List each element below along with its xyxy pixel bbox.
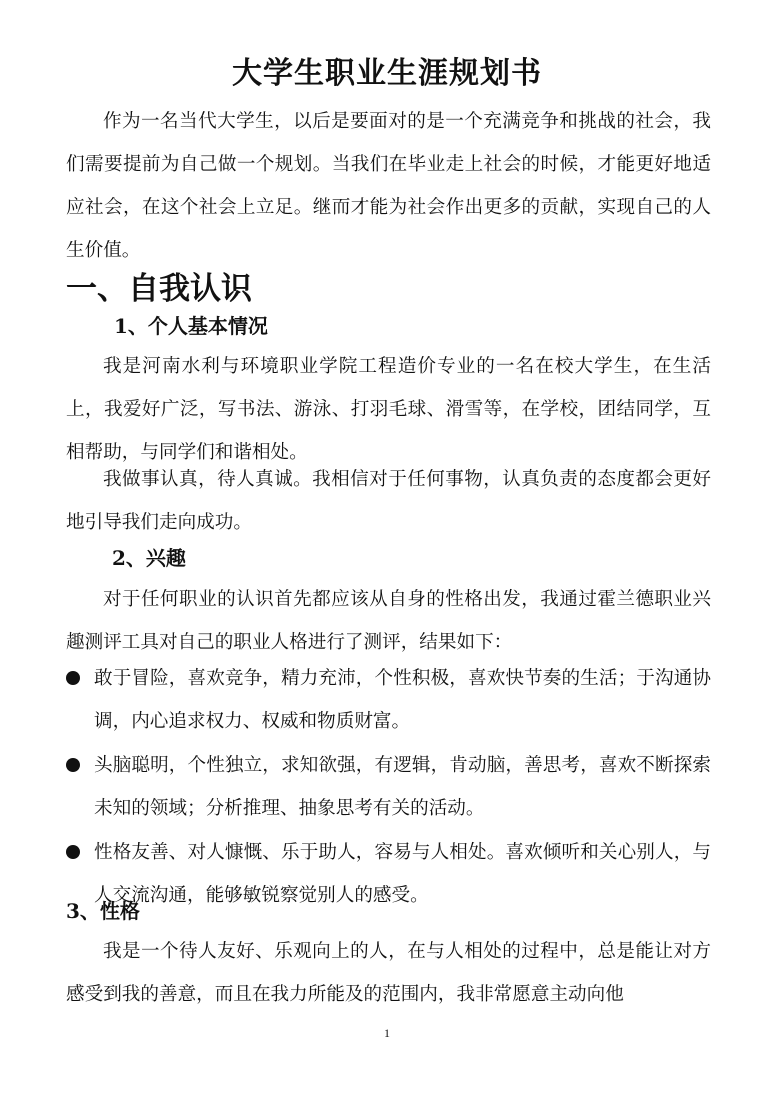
interests-paragraph: 对于任何职业的认识首先都应该从自身的性格出发，我通过霍兰德职业兴趣测评工具对自己的职业人格进行了测评，结果如下： (66, 589, 711, 653)
subsection-heading-interests: 2、兴趣 (112, 546, 186, 570)
bullet-icon (66, 845, 80, 859)
interest-test-results-list (66, 657, 711, 918)
intro-paragraph: 作为一名当代大学生，以后是要面对的是一个充满竞争和挑战的社会，我们需要提前为自己做一个规划。当我们在毕业走上社会的时候，才能更好地适应社会，在这个社会上立足。继而才能为社会作出更多的贡献，实现自己的人生价值。 (66, 111, 711, 261)
subsection-heading-basic-info: 1、个人基本情况 (114, 314, 268, 338)
basic-info-paragraph-2: 我做事认真，待人真诚。我相信对于任何事物，认真负责的态度都会更好地引导我们走向成功。 (66, 469, 711, 533)
list-item (66, 744, 711, 830)
section-heading-self-awareness: 一、自我认识 (66, 271, 252, 307)
list-item (66, 831, 711, 917)
document-title: 大学生职业生涯规划书 (232, 56, 542, 91)
list-item (66, 657, 711, 743)
list-item-text: 敢于冒险，喜欢竞争，精力充沛，个性积极，喜欢快节奏的生活；于沟通协调，内心追求权力、权威和物质财富。 (94, 668, 711, 732)
page-number: 1 (384, 1026, 390, 1040)
bullet-icon (66, 758, 80, 772)
list-item-text: 性格友善、对人慷慨、乐于助人，容易与人相处。喜欢倾听和关心别人，与人交流沟通，能够敏锐察觉别人的感受。 (94, 842, 711, 906)
subsection-heading-personality: 3、性格 (66, 899, 140, 923)
list-item-text: 头脑聪明，个性独立，求知欲强，有逻辑，肯动脑，善思考，喜欢不断探索未知的领域；分析推理、抽象思考有关的活动。 (94, 755, 711, 819)
basic-info-paragraph-1: 我是河南水利与环境职业学院工程造价专业的一名在校大学生，在生活上，我爱好广泛，写书法、游泳、打羽毛球、滑雪等，在学校，团结同学，互相帮助，与同学们和谐相处。 (66, 356, 711, 463)
bullet-icon (66, 671, 80, 685)
personality-paragraph: 我是一个待人友好、乐观向上的人，在与人相处的过程中，总是能让对方感受到我的善意，而且在我力所能及的范围内，我非常愿意主动向他 (66, 941, 711, 1005)
